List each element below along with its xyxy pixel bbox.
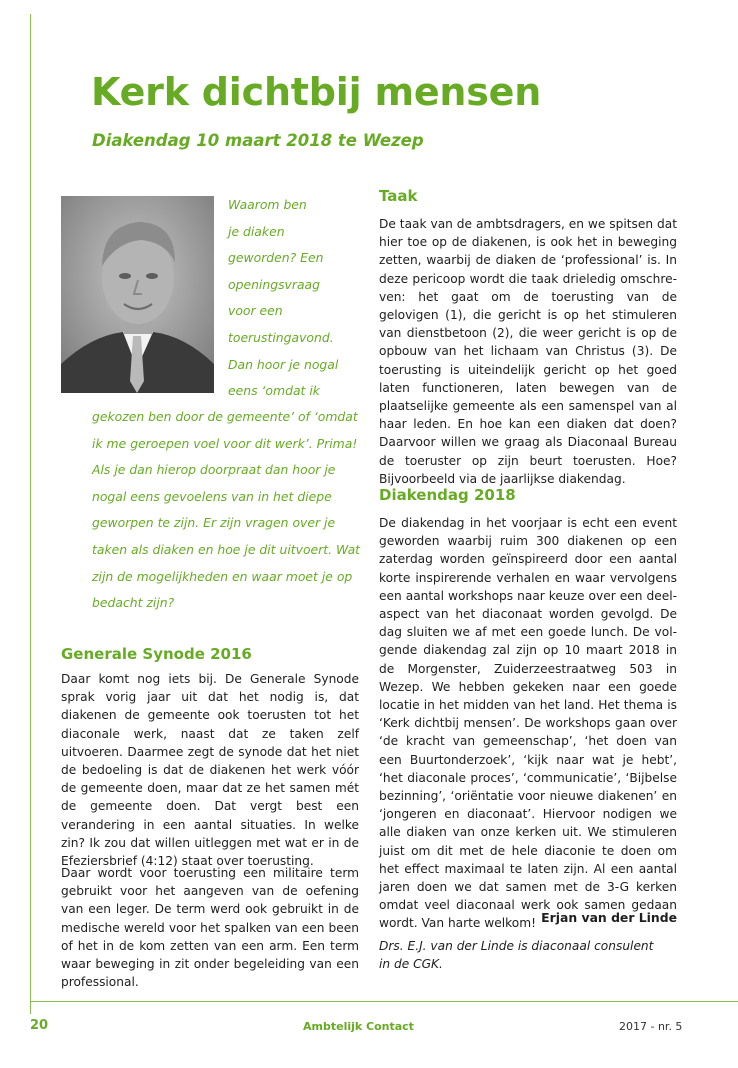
- intro-quote-below-photo: [92, 404, 360, 617]
- synode-paragraph-1: Daar komt nog iets bij. De Generale Synode sprak vorig jaar uit dat het nodig is, dat diakenen de gemeente ook toerusten tot het diaconale werk, naast dat ze taken zelf uitvoeren. Daarmee zegt de synode dat het niet de bedoeling is dat de diakenen het werk vóór de gemeente doen, maar dat ze het samen mét de gemeente doen. Dat vergt best een verandering in een aantal situaties. In welke zin? Ik zou dat willen uitleggen met wat er in de Efeziersbrief (4:12) staat over toerusting.: [61, 672, 359, 869]
- heading-generale-synode: Generale Synode 2016: [61, 645, 252, 663]
- heading-taak: Taak: [379, 187, 418, 205]
- quote-line: toerustingavond.: [228, 329, 334, 345]
- intro-quote-beside-photo: [228, 192, 338, 405]
- quote-line: voor een: [228, 303, 283, 319]
- quote-line: Als je dan hierop doorpraat dan hoor je: [92, 462, 336, 478]
- quote-line: bedacht zijn?: [92, 595, 175, 611]
- author-portrait-photo: [61, 196, 214, 393]
- quote-line: geworden? Een: [228, 250, 324, 266]
- magazine-name: Ambtelijk Contact: [303, 1020, 414, 1033]
- quote-line: nogal eens gevoelens van in het diepe: [92, 488, 332, 504]
- article-subtitle: Diakendag 10 maart 2018 te Wezep: [92, 131, 424, 150]
- issue-number: 2017 - nr. 5: [619, 1020, 683, 1033]
- synode-paragraph-2: Daar wordt voor toerusting een militaire term gebruikt voor het aangeven van de oefening van een leger. De term werd ook gebruikt in de medische wereld voor het spalken van een been of het in de kom zetten van een arm. Een term waar beweging in zit onder begeleiding van een professional.: [61, 866, 359, 990]
- quote-line: eens ‘omdat ik: [228, 383, 320, 399]
- quote-line: Waarom ben: [228, 197, 307, 212]
- author-bio-line: Drs. E.J. van der Linde is diaconaal consulent: [379, 939, 654, 953]
- author-bio: [379, 937, 653, 973]
- author-bio-line: in de CGK.: [379, 957, 443, 972]
- footer-rule: [30, 1001, 738, 1002]
- quote-line: geworpen te zijn. Er zijn vragen over je: [92, 515, 336, 531]
- quote-line: openingsvraag: [228, 276, 321, 292]
- taak-paragraph: De taak van de ambtsdragers, en we spitsen dat hier toe op de diakenen, is ook het in beweging zetten, waarbij de diaken de ‘professional’ is. In deze pericoop wordt die taak drieledig omschreven: het gaat om de toerusting van de gelovigen (1), die gericht is op het stimuleren van dienstbetoon (2), die weer gericht is op de opbouw van het lichaam van Christus (3). De toerusting is uiteindelijk gericht op het goed laten functioneren, laten bewegen van de plaatselijke gemeente als een samenspel van al haar leden. En hoe kan een diaken dat doen? Daarvoor willen we graag als Diaconaal Bureau de toeruster op zijn beurt toerusten. Hoe? Bijvoorbeeld via de jaarlijkse diakendag.: [379, 217, 677, 486]
- quote-line: taken als diaken en hoe je dit uitvoert. Wat: [92, 541, 361, 557]
- portrait-photo-icon: [61, 196, 214, 393]
- heading-diakendag-2018: Diakendag 2018: [379, 486, 516, 504]
- author-name: Erjan van der Linde: [541, 910, 677, 925]
- quote-line: ik me geroepen voel voor dit werk’. Prima!: [92, 435, 358, 451]
- quote-line: Dan hoor je nogal: [228, 356, 339, 372]
- left-margin-rule: [30, 14, 31, 1014]
- quote-line: zijn de mogelijkheden en waar moet je op: [92, 568, 353, 584]
- page-number: 20: [30, 1018, 49, 1033]
- article-title: Kerk dichtbij mensen: [91, 70, 542, 114]
- quote-line: je diaken: [228, 223, 285, 239]
- quote-line: gekozen ben door de gemeente’ of ‘omdat: [92, 409, 358, 424]
- diakendag-paragraph: De diakendag in het voorjaar is echt een event geworden waarbij ruim 300 diakenen op een zaterdag worden geïnspireerd door een aantal korte inspirerende verhalen en waar vervolgens een aantal workshops naar keuze over een deelaspect van het diaconaat worden gevolgd. De dag sluiten we af met een goede lunch. De volgende diakendag zal zijn op 10 maart 2018 in de Morgenster, Zuiderzeestraatweg 503 in Wezep. We hebben gekeken naar een goede locatie in het midden van het land. Het thema is ‘Kerk dichtbij mensen’. De workshops gaan over ‘de kracht van gemeenschap’, ‘het doen van een Buurtonderzoek’, ‘kijk naar wat je hebt’, ‘het diaconale proces’, ‘communicatie’, ‘Bijbelse bezinning’, ‘oriëntatie voor nieuwe diakenen’ en ‘jongeren en diaconaat’. Hiervoor nodigen we alle diaken van onze kerken uit. We stimuleren juist om dit met de hele diaconie te doen om het effect maximaal te laten zijn. Al een aantal jaren doen we dat samen met de 3-G kerken omdat veel diaconaal werk ook samen gedaan wordt. Van harte welkom!: [379, 516, 677, 931]
